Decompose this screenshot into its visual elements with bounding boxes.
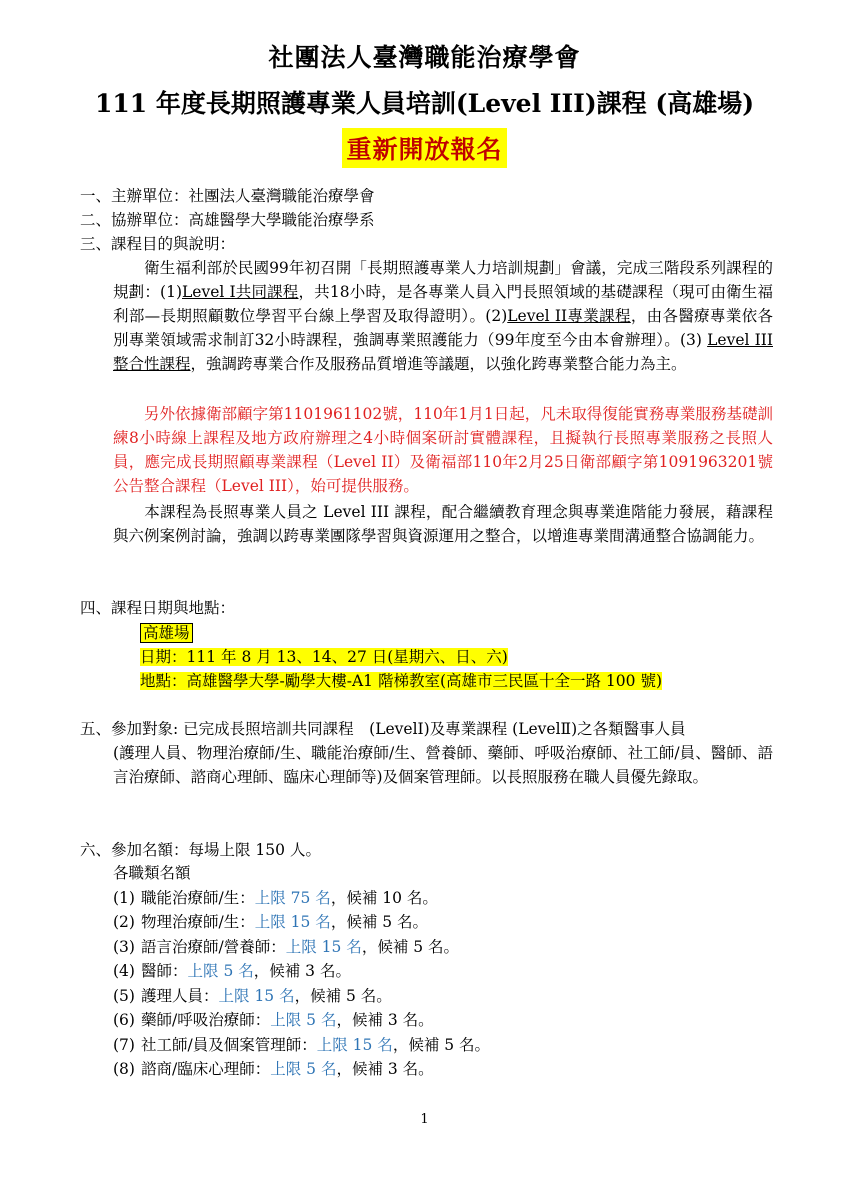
level-3-link-text: Level III整合性課程	[113, 331, 773, 373]
quota-label: 各職類名額	[113, 864, 191, 882]
list-item: (6) 藥師/呼吸治療師：上限 5 名，候補 3 名。	[113, 1011, 434, 1029]
purpose-paragraph-2: 另外依據衛部顧字第1101961102號，110年1月1日起，凡未取得復能實務專業服務基礎訓練8小時線上課程及地方政府辦理之4小時個案研討實體課程，且擬執行長照專業服務之長照人員，應完成長期照顧專業課程（Level II）及衛福部110年2月25日衛部顧字第1091963201號公告整合課程（Level III），始可提供服務。	[113, 405, 773, 495]
list-item: (1) 職能治療師/生：上限 75 名，候補 10 名。	[113, 888, 438, 907]
section-quota-heading: 六、參加名額：每場上限 150 人。	[80, 841, 321, 859]
participants-paragraph: (護理人員、物理治療師/生、職能治療師/生、營養師、藥師、呼吸治療師、社工師/員、醫師、語言治療師、諮商心理師、臨床心理師等)及個案管理師。以長照服務在職人員優先錄取。	[113, 744, 773, 786]
notice-wrapper	[0, 128, 849, 168]
purpose-paragraph-3: 本課程為長照專業人員之 Level III 課程，配合繼續教育理念與專業進階能力發展，藉課程與六例案例討論，強調以跨專業團隊學習與資源運用之整合，以增進專業間溝通整合協調能力。	[113, 503, 773, 545]
section-co-organizer: 二、協辦單位：高雄醫學大學職能治療學系	[80, 211, 375, 229]
section-purpose-heading: 三、課程目的與說明：	[80, 235, 236, 253]
venue-date: 日期：111 年 8 月 13、14、27 日(星期六、日、六)	[140, 648, 508, 666]
list-item: (3) 語言治療師/營養師：上限 15 名，候補 5 名。	[113, 937, 460, 956]
list-item: (2) 物理治療師/生：上限 15 名，候補 5 名。	[113, 913, 429, 931]
level-2-link-text: Level II專業課程	[507, 307, 631, 325]
course-title: 111 年度長期照護專業人員培訓(Level III)課程 (高雄場)	[94, 89, 755, 118]
list-item: (5) 護理人員：上限 15 名，候補 5 名。	[113, 986, 392, 1005]
list-item: (4) 醫師：上限 5 名，候補 3 名。	[113, 962, 351, 980]
quota-list	[113, 861, 490, 1082]
page-number: 1	[420, 1112, 429, 1127]
section-participants-heading: 五、參加對象: 已完成長照培訓共同課程 (LevelⅠ)及專業課程 (LevelⅡ)之各類醫事人員	[80, 720, 686, 738]
section-date-venue-heading: 四、課程日期與地點：	[80, 599, 236, 617]
venue-place: 地點：高雄醫學大學-勵學大樓-A1 階梯教室(高雄市三民區十全一路 100 號)	[140, 672, 662, 690]
organization-title: 社團法人臺灣職能治療學會	[268, 43, 581, 72]
list-item: (7) 社工師/員及個案管理師：上限 15 名，候補 5 名。	[113, 1035, 491, 1054]
level-1-link-text: Level I共同課程	[182, 283, 299, 301]
reopen-notice: 重新開放報名	[342, 128, 506, 168]
purpose-paragraph-1: 衛生福利部於民國99年初召開「長期照護專業人力培訓規劃」會議，完成三階段系列課程的規劃：(1)Level I共同課程，共18小時，是各專業人員入門長照領域的基礎課程（現可由衛生福利部—長期照顧數位學習平台線上學習及取得證明）。(2)Level II專業課程，由各醫療專業依各別專業領域需求制訂32小時課程，強調專業照護能力（99年度至今由本會辦理）。(3) Level III整合性課程，強調跨專業合作及服務品質增進等議題，以強化跨專業整合能力為主。	[113, 259, 773, 373]
list-item: (8) 諮商/臨床心理師：上限 5 名，候補 3 名。	[113, 1060, 434, 1078]
section-organizer: 一、主辦單位：社團法人臺灣職能治療學會	[80, 187, 375, 205]
venue-name: 高雄場	[140, 621, 193, 643]
